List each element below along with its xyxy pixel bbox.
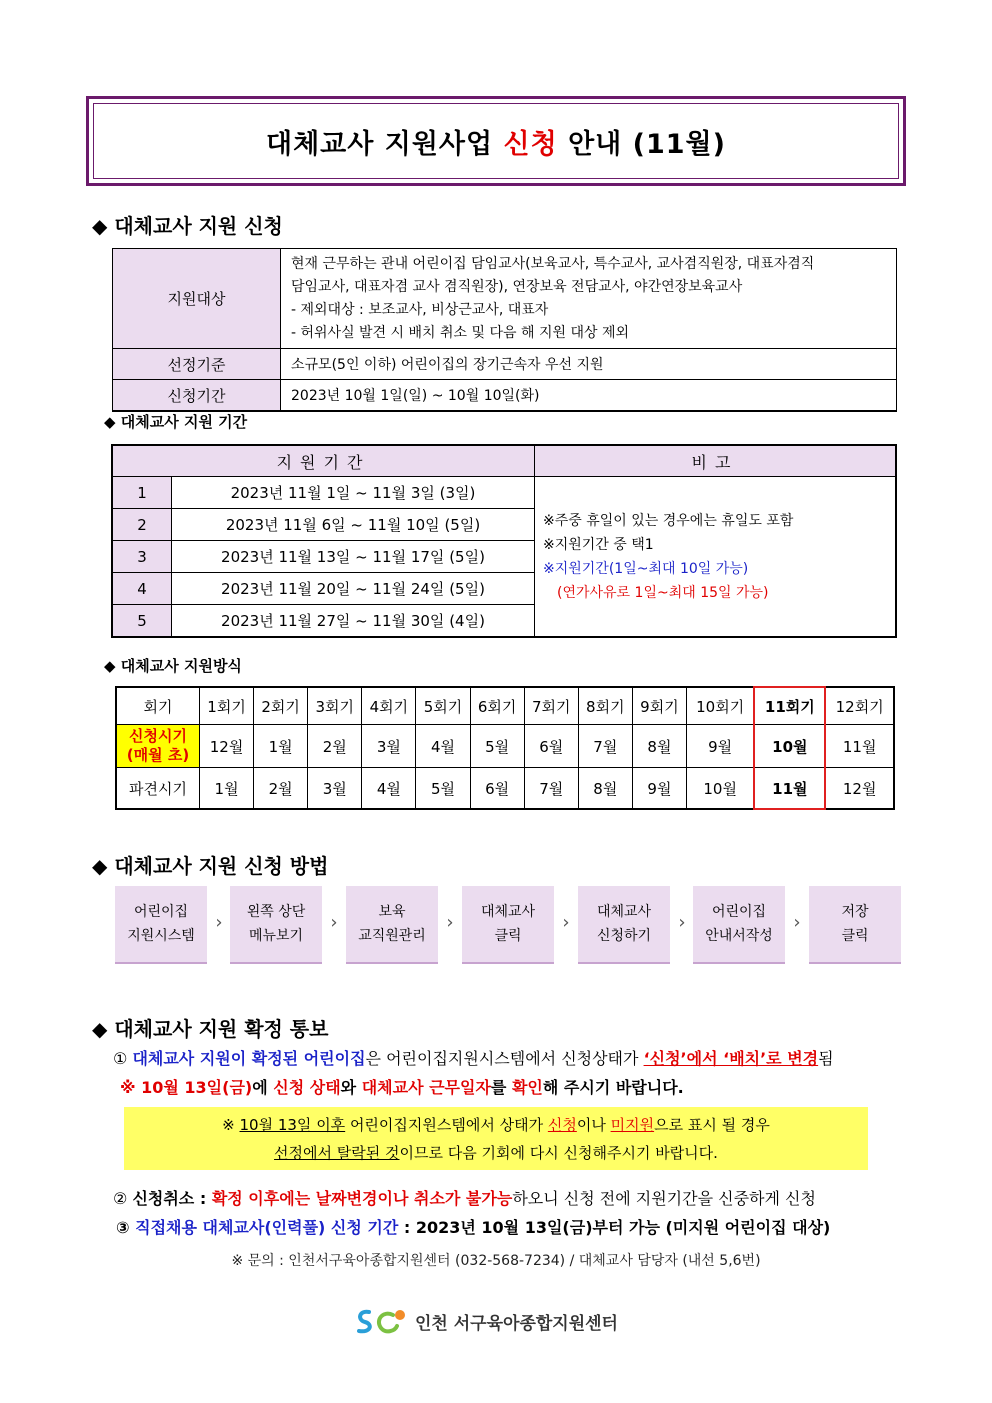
round-cell: 9회기 xyxy=(632,687,686,725)
box-e: 이나 xyxy=(576,1116,611,1134)
l1-c: ‘신청’에서 ‘배치’로 변경 xyxy=(643,1049,819,1068)
section4-heading-text: 대체교사 지원 신청 방법 xyxy=(114,854,329,878)
period-days: (3일) xyxy=(439,484,476,502)
title-highlight: 신청 xyxy=(503,128,558,160)
bullet-icon: ◆ xyxy=(92,854,108,878)
step-line: 메뉴보기 xyxy=(248,928,304,944)
step-box xyxy=(346,886,438,964)
l1-b: 은 어린이집지원시스템에서 신청상태가 xyxy=(365,1049,644,1068)
period-days: (5일) xyxy=(444,516,481,534)
schedule-table xyxy=(115,686,895,810)
box-h: 선정에서 탈락된 것 xyxy=(274,1144,400,1162)
dispatch-cell: 9월 xyxy=(632,768,686,810)
step-text xyxy=(358,900,426,948)
period-days: (4일) xyxy=(449,612,485,630)
step-line: 클릭 xyxy=(841,928,869,944)
section4-heading xyxy=(92,850,328,879)
step-box xyxy=(115,886,207,964)
target-cell xyxy=(281,249,897,349)
period-cell: 2023년 10월 1일(일) ~ 10월 10일(화) xyxy=(281,380,897,412)
page-title xyxy=(93,103,899,179)
apply-cell: 1월 xyxy=(254,725,308,768)
notice-line-4 xyxy=(116,1215,830,1238)
box-a: ※ xyxy=(222,1116,240,1134)
dispatch-cell: 6월 xyxy=(470,768,524,810)
dispatch-cell: 12월 xyxy=(825,768,894,810)
chevron-right-icon: › xyxy=(330,912,338,933)
box-g: 으로 표시 될 경우 xyxy=(654,1116,770,1134)
section2-heading xyxy=(104,411,247,432)
l2-b: 에 xyxy=(252,1078,274,1097)
period-range-text: 2023년 11월 20일 ~ 11월 24일 xyxy=(221,580,445,598)
period-range xyxy=(172,477,535,509)
note-3: ※지원기간(1일~최대 10일 가능) xyxy=(543,560,749,577)
period-notes xyxy=(535,477,897,638)
period-num: 1 xyxy=(112,477,172,509)
apply-cell: 2월 xyxy=(308,725,362,768)
round-cell: 2회기 xyxy=(254,687,308,725)
step-line: 교직원관리 xyxy=(358,928,426,944)
dispatch-cell: 1월 xyxy=(200,768,254,810)
bullet-icon: ◆ xyxy=(104,413,116,431)
apply-cell: 12월 xyxy=(200,725,254,768)
dispatch-cell: 10월 xyxy=(686,768,754,810)
bullet-icon: ◆ xyxy=(104,657,116,675)
label-period: 신청기간 xyxy=(113,380,281,412)
round-cell: 5회기 xyxy=(416,687,470,725)
apply-cell: 11월 xyxy=(825,725,894,768)
l3-c: 하오니 신청 전에 지원기간을 신중하게 신청 xyxy=(512,1189,816,1208)
note-4: (연가사유로 1일~최대 15일 가능) xyxy=(557,584,769,601)
apply-cell: 10월 xyxy=(754,725,825,768)
section5-heading-text: 대체교사 지원 확정 통보 xyxy=(114,1017,329,1041)
apply-cell: 6월 xyxy=(524,725,578,768)
apply-info-table xyxy=(112,248,897,412)
note-1: ※주중 휴일이 있는 경우에는 휴일도 포함 xyxy=(543,512,794,529)
bullet-icon: ◆ xyxy=(92,1017,108,1041)
period-num: 4 xyxy=(112,573,172,605)
chevron-right-icon: › xyxy=(446,912,454,933)
period-range xyxy=(172,509,535,541)
period-range-text: 2023년 11월 6일 ~ 11월 10일 xyxy=(225,516,440,534)
round-cell: 1회기 xyxy=(200,687,254,725)
circle-one: ① xyxy=(113,1049,128,1068)
col-period-header: 지원기간 xyxy=(112,445,535,477)
row-label-round: 회기 xyxy=(116,687,200,725)
period-range xyxy=(172,573,535,605)
period-days: (5일) xyxy=(449,548,485,566)
apply-cell: 9월 xyxy=(686,725,754,768)
target-line-1: 현재 근무하는 관내 어린이집 담임교사(보육교사, 특수교사, 교사겸직원장, 대표자겸직 xyxy=(291,256,815,272)
period-range-text: 2023년 11월 27일 ~ 11월 30일 xyxy=(221,612,445,630)
label-target: 지원대상 xyxy=(113,249,281,349)
step-box xyxy=(230,886,322,964)
step-text xyxy=(127,900,195,948)
criteria-cell: 소규모(5인 이하) 어린이집의 장기근속자 우선 지원 xyxy=(281,349,897,380)
l1-d: 됨 xyxy=(818,1049,834,1068)
logo-icon xyxy=(355,1306,411,1336)
period-table xyxy=(111,444,897,638)
section3-heading xyxy=(104,655,242,676)
apply-cell: 5월 xyxy=(470,725,524,768)
box-b: 10월 13일 이후 xyxy=(239,1116,346,1134)
notice-line-3 xyxy=(113,1186,816,1209)
round-cell: 6회기 xyxy=(470,687,524,725)
target-line-4: - 허위사실 발견 시 배치 취소 및 다음 해 지원 대상 제외 xyxy=(291,325,630,341)
dispatch-cell: 7월 xyxy=(524,768,578,810)
round-cell: 11회기 xyxy=(754,687,825,725)
warning-line-1 xyxy=(124,1111,868,1139)
apply-cell: 7월 xyxy=(578,725,632,768)
l4-b: : 2023년 10월 13일(금)부터 가능 (미지원 어린이집 대상) xyxy=(398,1218,831,1237)
step-text xyxy=(841,900,868,948)
dispatch-cell: 11월 xyxy=(754,768,825,810)
label-criteria: 선정기준 xyxy=(113,349,281,380)
title-box xyxy=(86,96,906,186)
chevron-right-icon: › xyxy=(678,912,686,933)
step-line: 클릭 xyxy=(494,928,522,944)
step-line: 저장 xyxy=(841,904,869,920)
chevron-right-icon: › xyxy=(215,912,223,933)
step-box xyxy=(809,886,901,964)
step-line: 대체교사 xyxy=(596,904,652,920)
chevron-right-icon: › xyxy=(793,912,801,933)
bullet-icon: ◆ xyxy=(92,214,108,238)
section1-heading xyxy=(92,210,283,239)
section3-heading-text: 대체교사 지원방식 xyxy=(120,657,242,675)
round-cell: 4회기 xyxy=(362,687,416,725)
title-part1: 대체교사 지원사업 xyxy=(266,128,494,160)
dispatch-cell: 5월 xyxy=(416,768,470,810)
dispatch-cell: 2월 xyxy=(254,768,308,810)
step-line: 대체교사 xyxy=(480,904,536,920)
step-box xyxy=(462,886,554,964)
dispatch-cell: 4월 xyxy=(362,768,416,810)
l2-e: 대체교사 근무일자 xyxy=(361,1078,491,1097)
note-2: ※지원기간 중 택1 xyxy=(543,536,654,553)
col-note-header: 비고 xyxy=(535,445,897,477)
apply-cell: 3월 xyxy=(362,725,416,768)
step-line: 보육 xyxy=(378,904,406,920)
period-num: 5 xyxy=(112,605,172,638)
step-line: 지원시스템 xyxy=(127,928,195,944)
round-cell: 7회기 xyxy=(524,687,578,725)
apply-label-2: (매월 초) xyxy=(126,746,190,764)
step-text xyxy=(705,900,773,948)
step-line: 어린이집 xyxy=(711,904,767,920)
apply-cell: 4월 xyxy=(416,725,470,768)
period-range-text: 2023년 11월 1일 ~ 11월 3일 xyxy=(230,484,435,502)
chevron-right-icon: › xyxy=(562,912,570,933)
step-box xyxy=(578,886,670,964)
section5-heading xyxy=(92,1013,328,1042)
inquiry-text: ※ 문의 : 인천서구육아종합지원센터 (032-568-7234) / 대체교사 담당자 (내선 5,6번) xyxy=(231,1253,761,1269)
box-i: 이므로 다음 기회에 다시 신청해주시기 바랍니다. xyxy=(399,1144,718,1162)
period-num: 2 xyxy=(112,509,172,541)
warning-box xyxy=(124,1107,868,1170)
apply-cell: 8월 xyxy=(632,725,686,768)
period-range xyxy=(172,605,535,638)
l3-b: 확정 이후에는 날짜변경이나 취소가 불가능 xyxy=(211,1189,513,1208)
logo-text: 인천 서구육아종합지원센터 xyxy=(415,1313,618,1334)
row-label-dispatch: 파견시기 xyxy=(116,768,200,810)
l2-a: ※ 10월 13일(금) xyxy=(120,1078,253,1097)
period-range xyxy=(172,541,535,573)
round-cell: 3회기 xyxy=(308,687,362,725)
box-c: 어린이집지원스템에서 상태가 xyxy=(345,1116,548,1134)
l4-a: 직접채용 대체교사(인력풀) 신청 기간 xyxy=(135,1218,399,1237)
box-f: 미지원 xyxy=(610,1116,655,1134)
notice-line-2 xyxy=(120,1075,684,1098)
warning-line-2 xyxy=(124,1139,868,1167)
l2-h: 해 주시기 바랍니다. xyxy=(542,1078,684,1097)
section2-heading-text: 대체교사 지원 기간 xyxy=(120,413,248,431)
apply-label-1: 신청시기 xyxy=(129,727,187,745)
step-text xyxy=(247,900,306,948)
step-line: 왼쪽 상단 xyxy=(246,904,306,920)
notice-line-1 xyxy=(113,1046,834,1069)
round-cell: 10회기 xyxy=(686,687,754,725)
period-num: 3 xyxy=(112,541,172,573)
section1-heading-text: 대체교사 지원 신청 xyxy=(114,214,283,238)
l2-g: 확인 xyxy=(511,1078,543,1097)
step-text xyxy=(597,900,651,948)
step-box xyxy=(693,886,785,964)
box-d: 신청 xyxy=(547,1116,577,1134)
l1-a: 대체교사 지원이 확정된 어린이집 xyxy=(132,1049,366,1068)
step-line: 신청하기 xyxy=(596,928,652,944)
center-logo xyxy=(355,1306,618,1336)
step-line: 안내서작성 xyxy=(705,928,773,944)
l2-c: 신청 상태 xyxy=(273,1078,341,1097)
step-line: 어린이집 xyxy=(133,904,189,920)
target-line-3: - 제외대상 : 보조교사, 비상근교사, 대표자 xyxy=(291,302,549,318)
l2-d: 와 xyxy=(340,1078,362,1097)
period-days: (5일) xyxy=(449,580,485,598)
dispatch-cell: 3월 xyxy=(308,768,362,810)
circle-three: ③ xyxy=(116,1218,130,1237)
step-text xyxy=(481,900,535,948)
row-label-apply xyxy=(116,725,200,768)
period-range-text: 2023년 11월 13일 ~ 11월 17일 xyxy=(221,548,445,566)
l2-f: 를 xyxy=(490,1078,512,1097)
target-line-2: 담임교사, 대표자겸 교사 겸직원장), 연장보육 전담교사, 야간연장보육교사 xyxy=(291,279,743,295)
round-cell: 8회기 xyxy=(578,687,632,725)
dispatch-cell: 8월 xyxy=(578,768,632,810)
l3-a: 신청취소 : xyxy=(132,1189,212,1208)
circle-two: ② xyxy=(113,1189,128,1208)
round-cell: 12회기 xyxy=(825,687,894,725)
title-part2: 안내 (11월) xyxy=(568,128,726,160)
